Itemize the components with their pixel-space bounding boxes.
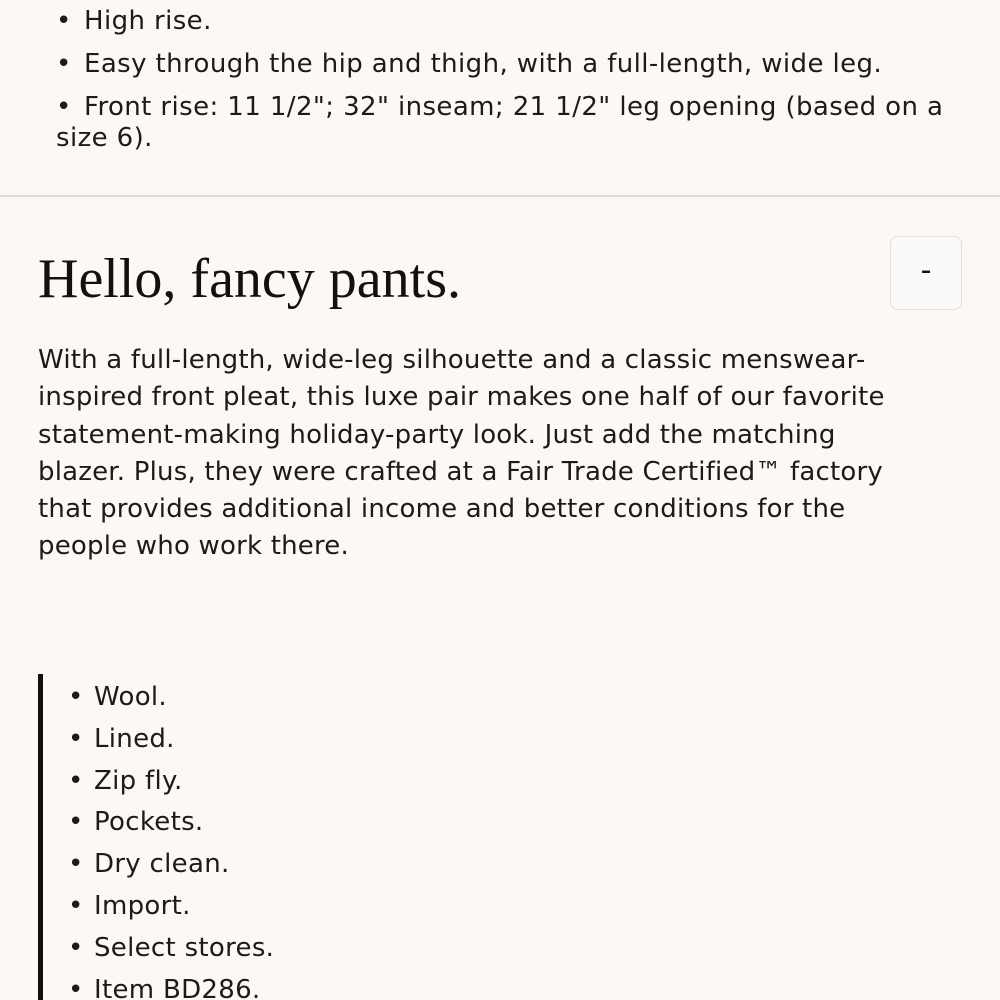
list-item	[68, 680, 274, 714]
detail-text: Zip fly.	[94, 765, 183, 796]
fit-detail-text: Easy through the hip and thigh, with a full-length, wide leg.	[84, 49, 883, 79]
bullet: •	[68, 765, 84, 796]
fit-details-list	[56, 6, 956, 166]
detail-text: Dry clean.	[94, 849, 230, 880]
product-details-list	[68, 680, 274, 1000]
bullet: •	[56, 49, 72, 79]
list-item	[68, 847, 274, 881]
list-item	[56, 49, 956, 80]
list-item	[68, 973, 274, 1000]
bullet: •	[68, 807, 84, 838]
list-item	[68, 931, 274, 965]
bullet: •	[68, 932, 84, 963]
detail-text: Lined.	[94, 723, 175, 754]
product-description: With a full-length, wide-leg silhouette and a classic menswear-inspired front pleat, this luxe pair makes one half of our favorite statement-making holiday-party look. Just add the matching blazer. Plus, they were crafted at a Fair Trade Certified™ factory that provides additional income and better conditions for the people who work there.	[38, 345, 885, 562]
bullet: •	[68, 849, 84, 880]
list-item	[68, 722, 274, 756]
details-accent-rule	[38, 674, 43, 1000]
detail-text: Select stores.	[94, 932, 275, 963]
bullet: •	[68, 974, 84, 1000]
bullet: •	[56, 6, 72, 36]
section-divider	[0, 195, 1000, 197]
list-item	[56, 6, 956, 37]
section-title: Hello, fancy pants.	[38, 248, 461, 310]
fit-detail-text: Front rise: 11 1/2"; 32" inseam; 21 1/2" leg opening (based on a size 6).	[56, 92, 944, 153]
bullet: •	[68, 890, 84, 921]
bullet: •	[68, 682, 84, 712]
list-item	[68, 889, 274, 923]
detail-text: Item BD286.	[94, 974, 261, 1000]
list-item	[68, 764, 274, 798]
bullet: •	[68, 723, 84, 754]
detail-text: Pockets.	[94, 807, 204, 838]
bullet: •	[56, 92, 72, 122]
list-item	[56, 92, 956, 154]
list-item	[68, 805, 274, 839]
fit-detail-text: High rise.	[84, 6, 212, 36]
detail-text: Wool.	[94, 682, 167, 712]
collapse-section-button[interactable]: -	[890, 236, 962, 310]
detail-text: Import.	[94, 890, 191, 921]
